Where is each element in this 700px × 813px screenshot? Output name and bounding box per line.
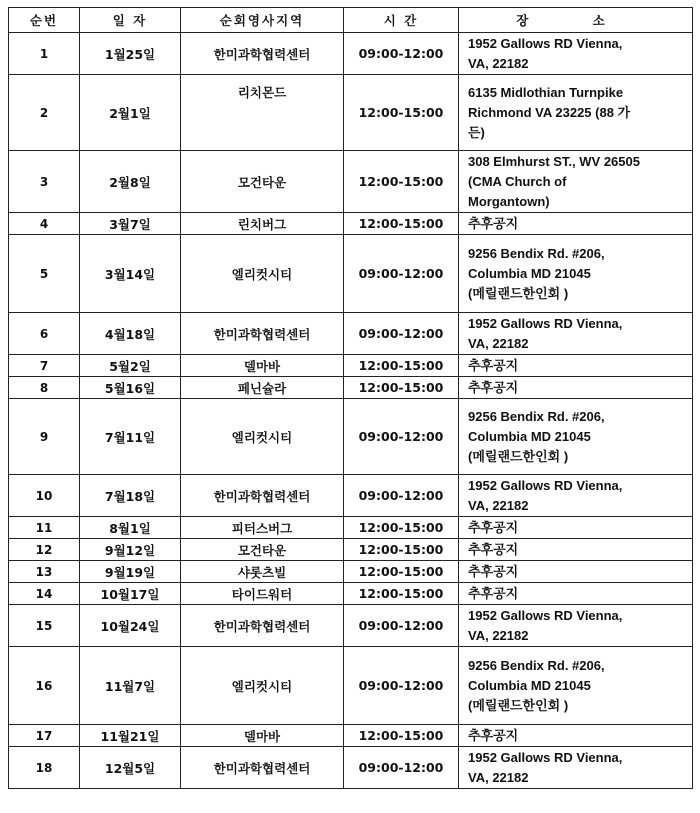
row-region: 엘리컷시티 (181, 399, 344, 475)
row-date: 7월18일 (80, 475, 181, 517)
table-row (9, 235, 693, 313)
row-place: 추후공지 (459, 517, 693, 539)
table-row (9, 647, 693, 725)
row-region: 타이드워터 (181, 583, 344, 605)
row-time: 09:00-12:00 (344, 235, 459, 313)
row-region: 한미과학협력센터 (181, 605, 344, 647)
row-region: 샤롯츠빌 (181, 561, 344, 583)
row-number: 14 (9, 583, 80, 605)
table-row (9, 33, 693, 75)
row-number: 13 (9, 561, 80, 583)
row-time: 12:00-15:00 (344, 583, 459, 605)
row-date: 9월19일 (80, 561, 181, 583)
row-time: 09:00-12:00 (344, 605, 459, 647)
table-row (9, 561, 693, 583)
row-time: 09:00-12:00 (344, 475, 459, 517)
row-region: 리치몬드 (181, 75, 344, 151)
table-row (9, 539, 693, 561)
row-place: 9256 Bendix Rd. #206, Columbia MD 21045 (메릴랜드한인회 ) (459, 235, 693, 313)
row-time: 09:00-12:00 (344, 313, 459, 355)
table-row (9, 605, 693, 647)
row-time: 12:00-15:00 (344, 355, 459, 377)
table-row (9, 313, 693, 355)
row-number: 10 (9, 475, 80, 517)
row-date: 5월16일 (80, 377, 181, 399)
row-time: 12:00-15:00 (344, 377, 459, 399)
table-row (9, 725, 693, 747)
row-time: 12:00-15:00 (344, 75, 459, 151)
row-place: 추후공지 (459, 539, 693, 561)
row-number: 18 (9, 747, 80, 789)
row-region: 한미과학협력센터 (181, 33, 344, 75)
row-place: 308 Elmhurst ST., WV 26505 (CMA Church of Morgantown) (459, 151, 693, 213)
row-place: 추후공지 (459, 355, 693, 377)
header-time: 시 간 (344, 8, 459, 33)
consular-schedule-table (8, 7, 693, 789)
row-number: 1 (9, 33, 80, 75)
row-region: 엘리컷시티 (181, 235, 344, 313)
table-row (9, 475, 693, 517)
row-place: 추후공지 (459, 725, 693, 747)
table-row (9, 377, 693, 399)
header-date: 일 자 (80, 8, 181, 33)
row-time: 09:00-12:00 (344, 647, 459, 725)
row-number: 15 (9, 605, 80, 647)
row-time: 12:00-15:00 (344, 725, 459, 747)
row-date: 11월7일 (80, 647, 181, 725)
row-date: 8월1일 (80, 517, 181, 539)
row-time: 09:00-12:00 (344, 33, 459, 75)
row-place: 6135 Midlothian Turnpike Richmond VA 23225 (88 가 든) (459, 75, 693, 151)
row-place: 추후공지 (459, 213, 693, 235)
row-region: 한미과학협력센터 (181, 475, 344, 517)
table-row (9, 151, 693, 213)
row-region: 한미과학협력센터 (181, 313, 344, 355)
row-region: 린치버그 (181, 213, 344, 235)
row-date: 4월18일 (80, 313, 181, 355)
row-time: 12:00-15:00 (344, 151, 459, 213)
row-time: 09:00-12:00 (344, 747, 459, 789)
row-date: 12월5일 (80, 747, 181, 789)
row-number: 16 (9, 647, 80, 725)
table-row (9, 583, 693, 605)
row-place: 9256 Bendix Rd. #206, Columbia MD 21045 (메릴랜드한인회 ) (459, 399, 693, 475)
row-place: 1952 Gallows RD Vienna, VA, 22182 (459, 313, 693, 355)
header-region: 순회영사지역 (181, 8, 344, 33)
header-row (9, 8, 693, 33)
row-number: 11 (9, 517, 80, 539)
row-date: 10월24일 (80, 605, 181, 647)
row-place: 1952 Gallows RD Vienna, VA, 22182 (459, 747, 693, 789)
row-time: 12:00-15:00 (344, 561, 459, 583)
row-place: 1952 Gallows RD Vienna, VA, 22182 (459, 605, 693, 647)
row-place: 추후공지 (459, 561, 693, 583)
header-place: 장 소 (459, 8, 693, 33)
row-region: 엘리컷시티 (181, 647, 344, 725)
row-region: 모건타운 (181, 539, 344, 561)
row-date: 3월7일 (80, 213, 181, 235)
table-row (9, 747, 693, 789)
row-number: 8 (9, 377, 80, 399)
row-time: 12:00-15:00 (344, 517, 459, 539)
row-number: 2 (9, 75, 80, 151)
row-number: 7 (9, 355, 80, 377)
row-region: 페닌슐라 (181, 377, 344, 399)
row-date: 2월1일 (80, 75, 181, 151)
row-date: 3월14일 (80, 235, 181, 313)
row-region: 델마바 (181, 355, 344, 377)
row-number: 5 (9, 235, 80, 313)
row-place: 9256 Bendix Rd. #206, Columbia MD 21045 (메릴랜드한인회 ) (459, 647, 693, 725)
row-date: 2월8일 (80, 151, 181, 213)
row-number: 12 (9, 539, 80, 561)
row-region: 한미과학협력센터 (181, 747, 344, 789)
row-date: 7월11일 (80, 399, 181, 475)
row-time: 12:00-15:00 (344, 539, 459, 561)
row-time: 12:00-15:00 (344, 213, 459, 235)
row-time: 09:00-12:00 (344, 399, 459, 475)
row-date: 10월17일 (80, 583, 181, 605)
row-region: 피터스버그 (181, 517, 344, 539)
row-number: 4 (9, 213, 80, 235)
header-number: 순번 (9, 8, 80, 33)
row-place: 1952 Gallows RD Vienna, VA, 22182 (459, 33, 693, 75)
table-row (9, 213, 693, 235)
row-number: 3 (9, 151, 80, 213)
row-region: 모건타운 (181, 151, 344, 213)
row-number: 6 (9, 313, 80, 355)
table-row (9, 355, 693, 377)
table-row (9, 399, 693, 475)
row-date: 9월12일 (80, 539, 181, 561)
row-number: 9 (9, 399, 80, 475)
table-row (9, 75, 693, 151)
row-date: 5월2일 (80, 355, 181, 377)
row-region: 델마바 (181, 725, 344, 747)
row-date: 1월25일 (80, 33, 181, 75)
table-row (9, 517, 693, 539)
row-number: 17 (9, 725, 80, 747)
row-place: 추후공지 (459, 377, 693, 399)
row-place: 1952 Gallows RD Vienna, VA, 22182 (459, 475, 693, 517)
row-date: 11월21일 (80, 725, 181, 747)
row-place: 추후공지 (459, 583, 693, 605)
